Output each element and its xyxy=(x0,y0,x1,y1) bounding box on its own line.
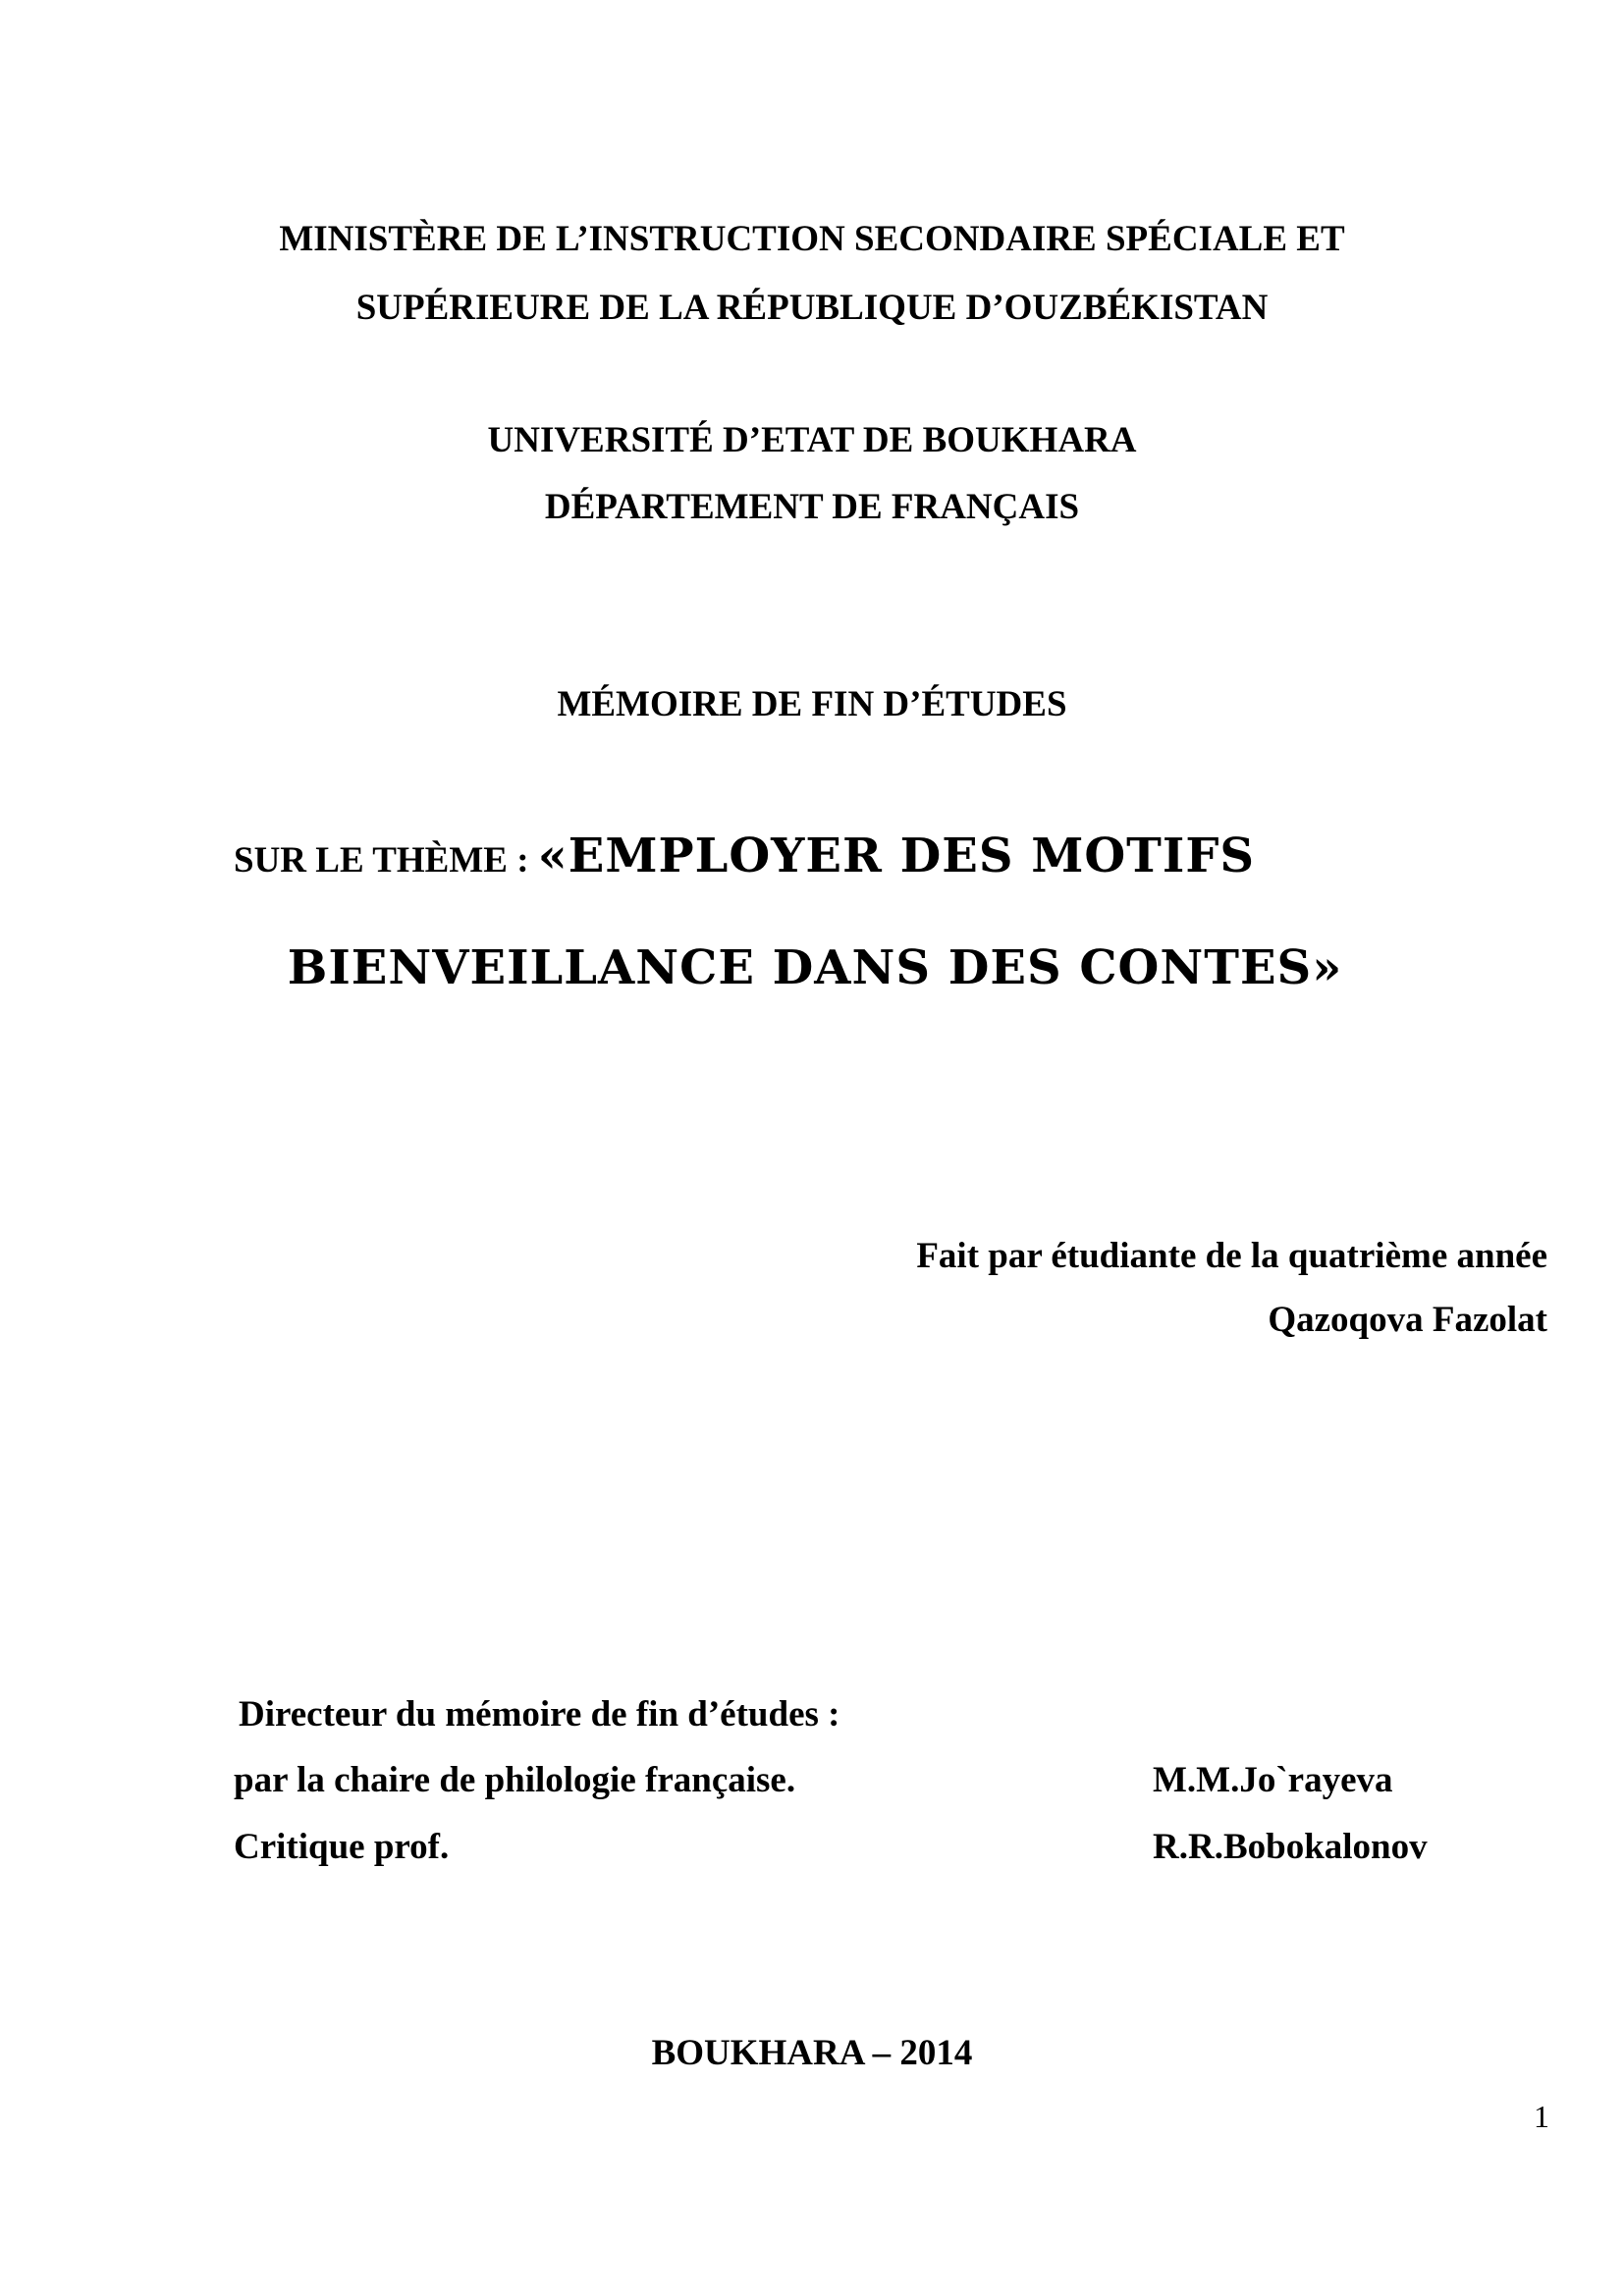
ministry-line-1: MINISTÈRE DE L’INSTRUCTION SECONDAIRE SPÉCIALE ET xyxy=(279,219,1345,259)
university-name: UNIVERSITÉ D’ETAT DE BOUKHARA xyxy=(487,420,1137,460)
document-type: MÉMOIRE DE FIN D’ÉTUDES xyxy=(557,684,1067,724)
theme-line-1 xyxy=(234,828,1256,883)
director-label: Directeur du mémoire de fin d’études : xyxy=(239,1694,840,1735)
chair-name: M.M.Jo`rayeva xyxy=(1153,1760,1393,1800)
author-name: Qazoqova Fazolat xyxy=(1268,1300,1547,1340)
theme-title-line-2: BIENVEILLANCE DANS DES CONTES» xyxy=(287,940,1343,995)
ministry-line-2: SUPÉRIEURE DE LA RÉPUBLIQUE D’OUZBÉKISTAN xyxy=(355,288,1269,328)
author-label: Fait par étudiante de la quatrième année xyxy=(916,1236,1547,1276)
chair-label: par la chaire de philologie française. xyxy=(234,1760,796,1800)
critic-label: Critique prof. xyxy=(234,1827,450,1867)
critic-name: R.R.Bobokalonov xyxy=(1153,1827,1428,1867)
theme-title-line-1: «EMPLOYER DES MOTIFS xyxy=(537,828,1256,883)
place-year: BOUKHARA – 2014 xyxy=(651,2033,973,2073)
theme-prefix: SUR LE THÈME : xyxy=(234,840,538,881)
page-number: 1 xyxy=(1534,2099,1549,2134)
department-name: DÉPARTEMENT DE FRANÇAIS xyxy=(544,487,1080,527)
